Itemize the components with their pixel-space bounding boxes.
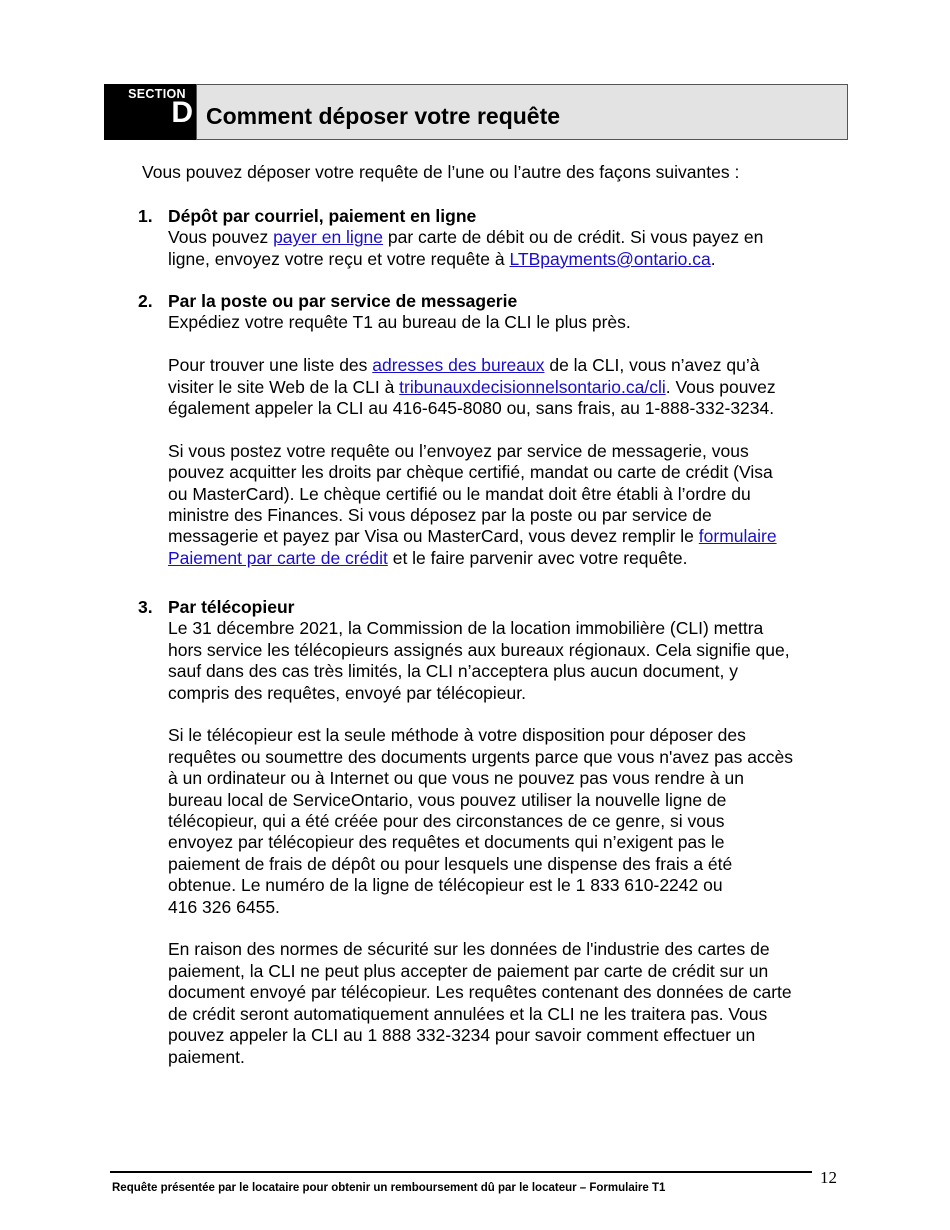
text: Si vous postez votre requête ou l’envoyez par service de messagerie, vous — [168, 440, 749, 461]
paragraph — [168, 227, 838, 270]
paragraph — [168, 312, 838, 333]
item-body — [168, 597, 838, 1068]
text: ministre des Finances. Si vous déposez par la poste ou par service de — [168, 505, 712, 526]
text: de crédit seront automatiquement annulées et la CLI ne les traitera pas. Vous — [168, 1003, 768, 1024]
paragraph — [168, 939, 838, 1067]
item-title: Par la poste ou par service de messagerie — [168, 291, 518, 311]
text: ou MasterCard). Le chèque certifié ou le mandat doit être établi à l’ordre du — [168, 483, 751, 504]
text: sauf dans des cas très limités, la CLI n’acceptera plus aucun document, y — [168, 661, 739, 682]
text: pouvez appeler la CLI au 1 888 332-3234 pour savoir comment effectuer un — [168, 1025, 756, 1046]
footer-divider — [110, 1171, 812, 1173]
credit-card-form-link[interactable]: formulaire — [698, 526, 777, 547]
page-number: 12 — [820, 1168, 837, 1187]
paragraph — [168, 725, 838, 918]
text: également appeler la CLI au 416-645-8080 ou, sans frais, au 1-888-332-3234. — [168, 398, 775, 419]
text: télécopieur, qui a été créée pour des circonstances de ce genre, si vous — [168, 811, 725, 832]
text: hors service les télécopieurs assignés aux bureaux régionaux. Cela signifie que, — [168, 639, 790, 660]
text: Expédiez votre requête T1 au bureau de la CLI le plus près. — [168, 312, 631, 333]
intro-text: Vous pouvez déposer votre requête de l’une ou l’autre des façons suivantes : — [142, 162, 740, 182]
text: obtenue. Le numéro de la ligne de télécopieur est le 1 833 610-2242 ou — [168, 875, 723, 896]
paragraph — [168, 441, 838, 569]
text: paiement. — [168, 1046, 245, 1067]
text: Pour trouver une liste des — [168, 355, 373, 376]
item-title: Par télécopieur — [168, 597, 295, 617]
ltb-payments-email-link[interactable]: LTBpayments@ontario.ca — [509, 248, 711, 269]
text: Vous pouvez — [168, 227, 274, 248]
office-addresses-link[interactable]: adresses des bureaux — [372, 355, 545, 376]
text: envoyez par télécopieur des requêtes et documents qui n’exigent pas le — [168, 832, 725, 853]
text: messagerie et payez par Visa ou MasterCard, vous devez remplir le — [168, 526, 699, 547]
item-number: 3. — [138, 597, 153, 617]
text: et le faire parvenir avec votre requête. — [387, 547, 688, 568]
section-title-box — [196, 84, 848, 140]
text: En raison des normes de sécurité sur les données de l'industrie des cartes de — [168, 939, 770, 960]
footer-form-title: Requête présentée par le locataire pour obtenir un remboursement dû par le locateur – Formulaire T1 — [112, 1182, 666, 1194]
text: document envoyé par télécopieur. Les requêtes contenant des données de carte — [168, 982, 792, 1003]
text: 416 326 6455. — [168, 896, 280, 917]
section-title: Comment déposer votre requête — [206, 103, 561, 129]
text: paiement, la CLI ne peut plus accepter de paiement par carte de crédit sur un — [168, 960, 769, 981]
pay-online-link[interactable]: payer en ligne — [273, 227, 384, 248]
text: . Vous pouvez — [665, 376, 776, 397]
text: bureau local de ServiceOntario, vous pouvez utiliser la nouvelle ligne de — [168, 789, 727, 810]
item-body — [168, 206, 838, 270]
section-header — [104, 84, 848, 140]
tribunaux-website-link[interactable]: tribunauxdecisionnelsontario.ca/cli — [399, 376, 666, 397]
text: Le 31 décembre 2021, la Commission de la location immobilière (CLI) mettra — [168, 618, 764, 639]
credit-card-form-link[interactable]: Paiement par carte de crédit — [168, 547, 388, 568]
text: pouvez acquitter les droits par chèque certifié, mandat ou carte de crédit (Visa — [168, 462, 773, 483]
text: requêtes ou soumettre des documents urgents parce que vous n'avez pas accès — [168, 746, 793, 767]
paragraph — [168, 618, 838, 704]
text: de la CLI, vous n’avez qu’à — [544, 355, 760, 376]
text: Si le télécopieur est la seule méthode à votre disposition pour déposer des — [168, 725, 746, 746]
item-title: Dépôt par courriel, paiement en ligne — [168, 206, 477, 226]
section-letter: D — [171, 96, 193, 129]
item-body — [168, 291, 838, 569]
paragraph — [168, 355, 838, 419]
text: . — [710, 248, 716, 269]
text: à un ordinateur ou à Internet ou que vous ne pouvez pas vous rendre à un — [168, 768, 744, 789]
text: compris des requêtes, envoyé par télécopieur. — [168, 682, 526, 703]
text: paiement de frais de dépôt ou pour lesquels une dispense des frais a été — [168, 853, 733, 874]
item-number: 2. — [138, 291, 153, 311]
text: ligne, envoyez votre reçu et votre requête à — [168, 248, 510, 269]
text: visiter le site Web de la CLI à — [168, 376, 400, 397]
item-number: 1. — [138, 206, 153, 226]
section-label: SECTION — [128, 87, 186, 101]
text: par carte de débit ou de crédit. Si vous payez en — [383, 227, 764, 248]
section-tag — [104, 84, 196, 140]
